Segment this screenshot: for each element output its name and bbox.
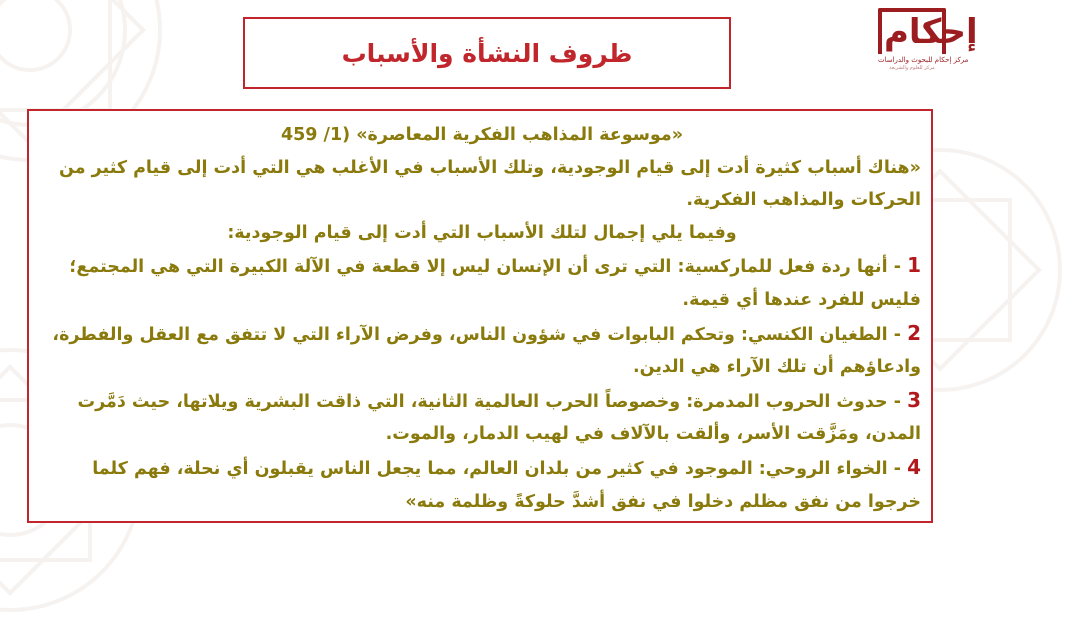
content-text	[43, 119, 921, 518]
lead-line: وفيما يلي إجمال لتلك الأسباب التي أدت إلى قيام الوجودية:	[227, 222, 737, 243]
item-number: 1	[907, 253, 921, 278]
logo	[878, 8, 978, 80]
item-text: - حدوث الحروب المدمرة: وخصوصاً الحرب العالمية الثانية، التي ذاقت البشرية ويلاتها، حيث دَمَّرت المدن، ومَزَّقت الأسر، وألقت بالآلاف في لهيب الدمار، والموت.	[77, 391, 921, 445]
logo-subtitle: مركز إحكام للبحوث والدراسات	[878, 56, 969, 64]
item-text: - الطغيان الكنسي: وتحكم البابوات في شؤون الناس، وفرض الآراء التي لا تتفق مع العقل والفطرة، وادعاؤهم أن تلك الآراء هي الدين.	[52, 324, 921, 378]
list-item	[43, 249, 921, 316]
item-number: 3	[907, 387, 921, 412]
content-box	[27, 109, 933, 523]
slide-title: ظروف النشأة والأسباب	[341, 38, 633, 68]
title-box	[243, 17, 731, 89]
logo-tagline: مركز للعلوم والشريعة	[889, 65, 935, 71]
list-item	[43, 384, 921, 451]
item-number: 2	[907, 320, 921, 345]
reference-line: «موسوعة المذاهب الفكرية المعاصرة» (1/ 459	[280, 125, 684, 145]
list-item	[43, 317, 921, 384]
intro-paragraph: «هناك أسباب كثيرة أدت إلى قيام الوجودية، وتلك الأسباب في الأغلب هي التي أدت إلى قيام كثير من الحركات والمذاهب الفكرية.	[58, 157, 921, 211]
item-number: 4	[907, 454, 921, 479]
logo-mark: إحكام	[878, 8, 946, 54]
item-text: - الخواء الروحي: الموجود في كثير من بلدان العالم، مما يجعل الناس يقبلون أي نحلة، فهم كلما خرجوا من نفق مظلم دخلوا في نفق أشدَّ حلوكةً وظلمة منه»	[92, 458, 921, 512]
list-item	[43, 451, 921, 518]
item-text: - أنها ردة فعل للماركسية: التي ترى أن الإنسان ليس إلا قطعة في الآلة الكبيرة التي هي المجتمع؛ فليس للفرد عندها أي قيمة.	[69, 257, 921, 310]
